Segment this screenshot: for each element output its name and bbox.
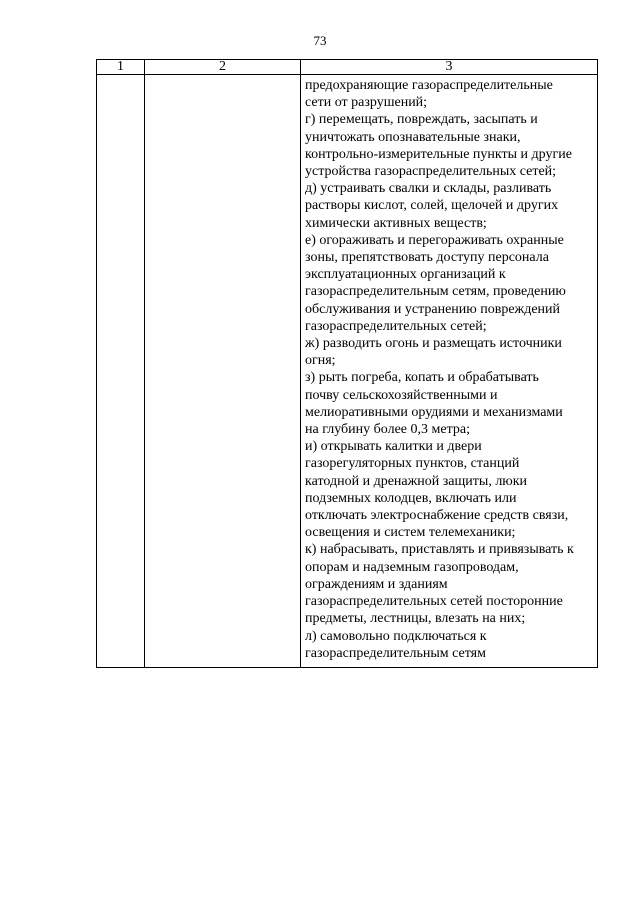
text-line: уничтожать опознавательные знаки, xyxy=(305,129,521,145)
cell-column-3 xyxy=(301,75,598,668)
text-line: газорегуляторных пунктов, станций xyxy=(305,456,520,472)
cell-column-1 xyxy=(97,75,145,668)
text-line: опорам и надземным газопроводам, xyxy=(305,559,519,575)
text-line: подземных колодцев, включать или xyxy=(305,490,517,506)
text-line: огня; xyxy=(305,353,336,369)
text-line: освещения и систем телемеханики; xyxy=(305,525,516,541)
content-table xyxy=(96,59,598,668)
text-line: катодной и дренажной защиты, люки xyxy=(305,473,528,489)
text-line: ограждениям и зданиям xyxy=(305,576,448,592)
text-line: химически активных веществ; xyxy=(305,215,487,231)
text-line: е) огораживать и перегораживать охранные xyxy=(305,232,564,248)
text-line: газораспределительным сетям, проведению xyxy=(305,284,566,300)
text-line: з) рыть погреба, копать и обрабатывать xyxy=(305,370,539,386)
text-line: к) набрасывать, приставлять и привязывать к xyxy=(305,542,574,558)
cell-column-2 xyxy=(145,75,301,668)
text-line: и) открывать калитки и двери xyxy=(305,439,482,455)
text-line: г) перемещать, повреждать, засыпать и xyxy=(305,112,538,128)
text-line: предметы, лестницы, влезать на них; xyxy=(305,611,526,627)
table-row xyxy=(97,75,598,668)
text-line: растворы кислот, солей, щелочей и других xyxy=(305,198,559,214)
column-header-1: 1 xyxy=(97,60,145,75)
text-line: обслуживания и устранению повреждений xyxy=(305,301,561,317)
text-line: контрольно-измерительные пункты и другие xyxy=(305,146,572,162)
prohibitions-text xyxy=(301,75,597,667)
text-line: л) самовольно подключаться к xyxy=(305,628,487,644)
text-line: эксплуатационных организаций к xyxy=(305,267,506,283)
text-line: отключать электроснабжение средств связи, xyxy=(305,508,569,524)
text-line: газораспределительным сетям xyxy=(305,645,486,661)
page-number: 73 xyxy=(313,33,327,48)
text-line: д) устраивать свалки и склады, разливать xyxy=(305,181,552,197)
text-line: почву сельскохозяйственными и xyxy=(305,387,498,403)
text-line: зоны, препятствовать доступу персонала xyxy=(305,250,549,266)
text-line: предохраняющие газораспределительные xyxy=(305,78,553,93)
column-header-2: 2 xyxy=(145,60,301,75)
text-line: газораспределительных сетей; xyxy=(305,318,487,334)
text-line: ж) разводить огонь и размещать источники xyxy=(305,336,562,352)
text-line: сети от разрушений; xyxy=(305,95,428,111)
column-header-3: 3 xyxy=(301,60,598,75)
text-line: мелиоративными орудиями и механизмами xyxy=(305,404,563,420)
text-line: газораспределительных сетей посторонние xyxy=(305,594,563,610)
text-line: на глубину более 0,3 метра; xyxy=(305,422,470,438)
table-header-row xyxy=(97,60,598,75)
text-line: устройства газораспределительных сетей; xyxy=(305,164,557,180)
